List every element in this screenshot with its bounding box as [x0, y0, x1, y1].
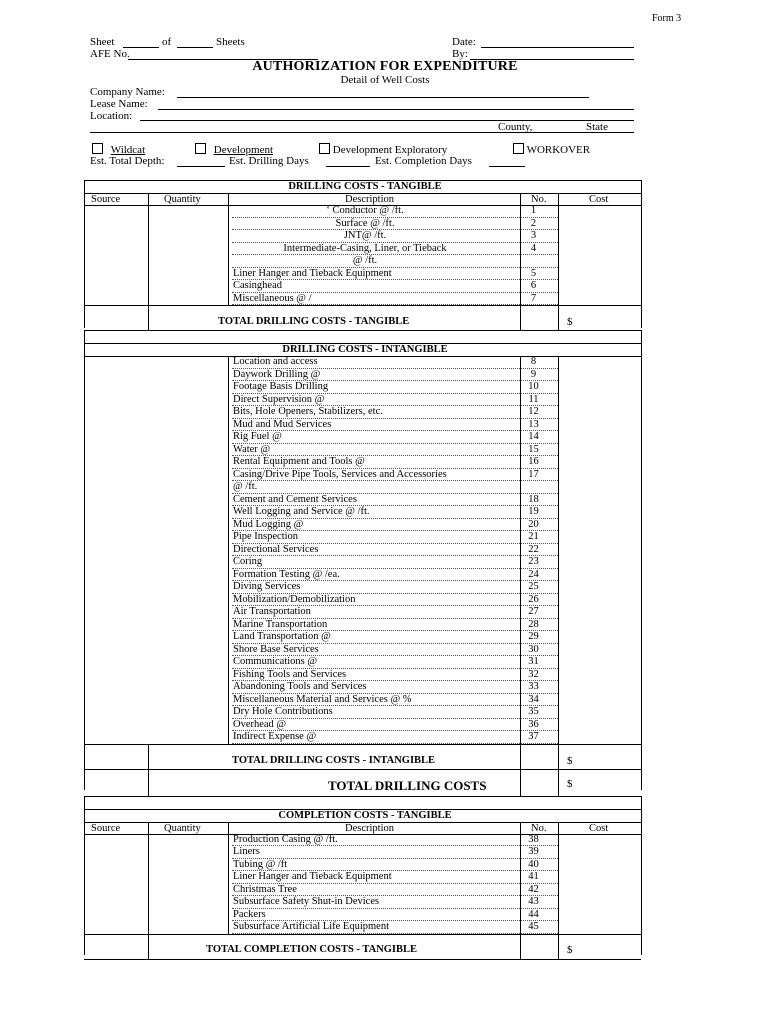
- table-rule: [558, 305, 559, 330]
- row-number: 38: [528, 833, 539, 845]
- table-row[interactable]: [0, 381, 770, 394]
- table-row[interactable]: [0, 293, 770, 306]
- table-row[interactable]: [0, 456, 770, 469]
- row-description: Communications @: [233, 656, 318, 667]
- row-number: 3: [530, 230, 537, 241]
- table-rule: [148, 305, 149, 330]
- table-row[interactable]: [0, 494, 770, 507]
- table-row[interactable]: [0, 631, 770, 644]
- table-row[interactable]: [0, 481, 770, 494]
- table-row[interactable]: [0, 706, 770, 719]
- row-number: 44: [528, 908, 539, 920]
- table-rule: [520, 822, 521, 934]
- row-number: 45: [528, 921, 539, 932]
- table-row[interactable]: [0, 884, 770, 897]
- est-drilling-days-field[interactable]: [326, 166, 370, 167]
- table-row[interactable]: [0, 519, 770, 532]
- lease-label: Lease Name:: [90, 98, 148, 110]
- row-description: Directional Services: [233, 543, 319, 555]
- source-column-header: Source: [91, 194, 121, 205]
- table-row[interactable]: [0, 506, 770, 519]
- row-number: 33: [528, 681, 539, 692]
- table-rule: [148, 822, 149, 934]
- grand-total-label: TOTAL DRILLING COSTS: [328, 777, 487, 793]
- lease-field[interactable]: [158, 109, 634, 110]
- workover-option[interactable]: [513, 143, 590, 156]
- table-row[interactable]: [0, 846, 770, 859]
- table-rule: [558, 193, 559, 305]
- row-number: 23: [528, 556, 539, 567]
- row-description: Bits, Hole Openers, Stabilizers, etc.: [233, 406, 383, 417]
- row-description: Production Casing @ /ft.: [233, 833, 338, 845]
- row-description: Marine Transportation: [233, 618, 328, 630]
- table-row[interactable]: [0, 644, 770, 657]
- row-description: ‘ Conductor @ /ft.: [326, 205, 404, 216]
- location-line-2[interactable]: [90, 132, 634, 133]
- table-rule: [558, 356, 559, 744]
- row-number: 28: [528, 618, 539, 630]
- row-number: 24: [528, 568, 539, 580]
- form-number: Form 3: [652, 13, 682, 24]
- row-number: 25: [528, 581, 539, 592]
- cost-column-header: Cost: [589, 822, 609, 834]
- table-row[interactable]: [0, 356, 770, 369]
- table-row[interactable]: [0, 531, 770, 544]
- row-number: 5: [530, 267, 537, 279]
- row-description: Mud and Mud Services: [233, 418, 332, 430]
- table-row[interactable]: [0, 909, 770, 922]
- row-description: Daywork Drilling @: [233, 368, 321, 380]
- row-description: Rental Equipment and Tools @: [233, 456, 365, 467]
- row-number: 10: [528, 381, 539, 392]
- intangible-total-label: TOTAL DRILLING COSTS - INTANGIBLE: [232, 754, 436, 766]
- row-number: 16: [528, 456, 539, 467]
- row-number: 1: [530, 205, 537, 216]
- row-description: Mud Logging @: [233, 518, 304, 530]
- table-rule: [84, 959, 641, 960]
- table-rule: [558, 934, 559, 959]
- row-description: Overhead @: [233, 718, 287, 730]
- table-row[interactable]: [0, 896, 770, 909]
- description-column-header: Description: [345, 822, 394, 834]
- row-description: Location and access: [233, 356, 318, 367]
- wildcat-checkbox[interactable]: [92, 143, 103, 154]
- company-field[interactable]: [177, 97, 589, 98]
- afe-label: AFE No.: [90, 48, 130, 60]
- row-description: Christmas Tree: [233, 883, 297, 895]
- table-row[interactable]: [0, 694, 770, 707]
- row-description: Subsurface Safety Shut-in Devices: [233, 896, 380, 907]
- table-row[interactable]: [0, 431, 770, 444]
- tangible-total-currency: $: [567, 316, 573, 328]
- page-subtitle: Detail of Well Costs: [340, 74, 430, 86]
- table-rule: [520, 305, 521, 330]
- row-description: Surface @ /ft.: [335, 217, 395, 229]
- row-description: Fishing Tools and Services: [233, 668, 347, 680]
- table-row[interactable]: [0, 255, 770, 268]
- by-label: By:: [452, 48, 468, 60]
- est-drilling-days-label: Est. Drilling Days: [229, 155, 309, 167]
- row-description: @ /ft.: [352, 255, 378, 266]
- table-row[interactable]: [0, 656, 770, 669]
- wildcat-label: Wildcat: [110, 144, 146, 156]
- table-rule: [520, 356, 521, 744]
- row-number: 21: [528, 531, 539, 542]
- table-row[interactable]: [0, 569, 770, 582]
- cost-column-header: Cost: [589, 194, 609, 205]
- table-row[interactable]: [0, 268, 770, 281]
- table-rule: [558, 769, 559, 796]
- row-description: Formation Testing @ /ea.: [233, 568, 340, 580]
- row-number: 6: [530, 280, 537, 291]
- row-number: 36: [528, 718, 539, 730]
- company-label: Company Name:: [90, 86, 165, 98]
- table-rule: [84, 330, 641, 331]
- table-rule: [148, 769, 149, 796]
- intangible-total-currency: $: [567, 754, 573, 767]
- county-label: County,: [498, 121, 533, 133]
- table-rule: [148, 744, 149, 769]
- row-number: 7: [530, 292, 537, 304]
- row-number: 34: [528, 693, 539, 705]
- row-description: Liners: [233, 846, 260, 857]
- row-number: 37: [528, 731, 539, 742]
- table-rule: [520, 934, 521, 959]
- row-number: 35: [528, 706, 539, 717]
- row-description: Rig Fuel @: [233, 431, 282, 442]
- row-number: 26: [528, 593, 539, 605]
- row-number: 41: [528, 871, 539, 882]
- state-label: State: [586, 121, 608, 133]
- row-number: 13: [528, 418, 539, 430]
- table-rule: [558, 744, 559, 769]
- table-row[interactable]: [0, 556, 770, 569]
- sheet-label: Sheet: [90, 36, 115, 48]
- table-rule: [148, 193, 149, 305]
- row-description: Water @: [233, 443, 271, 455]
- est-completion-days-field[interactable]: [489, 166, 525, 167]
- completion-heading: COMPLETION COSTS - TANGIBLE: [278, 809, 452, 821]
- table-row[interactable]: [0, 921, 770, 934]
- row-number: 42: [528, 883, 539, 895]
- date-field[interactable]: [481, 47, 634, 48]
- of-label: of: [162, 36, 172, 48]
- row-description: Casinghead: [233, 280, 282, 291]
- row-description: JNT@ /ft.: [343, 230, 387, 241]
- row-description: Shore Base Services: [233, 643, 319, 655]
- table-row[interactable]: [0, 230, 770, 243]
- row-number: 4: [530, 242, 537, 254]
- page-title: AUTHORIZATION FOR EXPENDITURE: [252, 59, 518, 74]
- table-row[interactable]: [0, 218, 770, 231]
- row-description: Liner Hanger and Tieback Equipment: [233, 871, 392, 882]
- row-number: 22: [528, 543, 539, 555]
- row-number: 29: [528, 631, 539, 642]
- row-description: Diving Services: [233, 581, 301, 592]
- table-row[interactable]: [0, 669, 770, 682]
- location-field[interactable]: [140, 120, 634, 121]
- row-description: Cement and Cement Services: [233, 493, 357, 505]
- table-row[interactable]: [0, 619, 770, 632]
- table-row[interactable]: [0, 859, 770, 872]
- completion-total-currency: $: [567, 943, 573, 956]
- intangible-heading: DRILLING COSTS - INTANGIBLE: [282, 344, 448, 355]
- row-number: 8: [530, 356, 537, 367]
- row-description: Intermediate-Casing, Liner, or Tieback: [283, 242, 447, 254]
- row-description: Pipe Inspection: [233, 531, 299, 542]
- est-depth-label: Est. Total Depth:: [90, 155, 165, 167]
- sheet-total-field[interactable]: [177, 47, 213, 48]
- table-row[interactable]: [0, 581, 770, 594]
- row-number: 19: [528, 506, 539, 517]
- table-row[interactable]: [0, 719, 770, 732]
- row-description: Mobilization/Demobilization: [233, 593, 356, 605]
- table-rule: [520, 193, 521, 305]
- dev-exploratory-label: Development Exploratory: [332, 144, 448, 156]
- table-row[interactable]: [0, 606, 770, 619]
- workover-checkbox[interactable]: [513, 143, 524, 154]
- table-row[interactable]: [0, 406, 770, 419]
- row-description: Direct Supervision @: [233, 393, 325, 405]
- dev-exploratory-checkbox[interactable]: [319, 143, 330, 154]
- table-rule: [558, 822, 559, 934]
- table-rule: [520, 769, 521, 796]
- grand-total-currency: $: [567, 777, 573, 790]
- row-number: 9: [530, 368, 537, 380]
- table-row[interactable]: [0, 544, 770, 557]
- row-description: Liner Hanger and Tieback Equipment: [233, 267, 392, 279]
- row-number: 18: [528, 493, 539, 505]
- row-number: 2: [530, 217, 537, 229]
- table-row[interactable]: [0, 444, 770, 457]
- source-column-header: Source: [91, 822, 121, 834]
- table-rule: [228, 356, 229, 744]
- tangible-total-label: TOTAL DRILLING COSTS - TANGIBLE: [218, 316, 410, 327]
- row-number: 17: [528, 468, 539, 480]
- development-label: Development: [213, 144, 274, 156]
- row-number: 11: [528, 393, 539, 405]
- row-number: 27: [528, 606, 539, 617]
- row-description: Tubing @ /ft: [233, 858, 288, 870]
- table-row[interactable]: [0, 834, 770, 847]
- row-number: 40: [528, 858, 539, 870]
- row-description: Dry Hole Contributions: [233, 706, 333, 717]
- table-row[interactable]: [0, 280, 770, 293]
- row-description: @ /ft.: [233, 481, 258, 492]
- sheets-label: Sheets: [216, 36, 245, 48]
- table-row[interactable]: [0, 594, 770, 607]
- row-description: Miscellaneous @ /: [233, 292, 312, 304]
- row-description: Subsurface Artificial Life Equipment: [233, 921, 389, 932]
- row-description: Indirect Expense @: [233, 731, 317, 742]
- row-number: 15: [528, 443, 539, 455]
- table-rule: [228, 193, 229, 305]
- est-depth-field[interactable]: [177, 166, 225, 167]
- table-rule: [520, 744, 521, 769]
- est-completion-days-label: Est. Completion Days: [375, 155, 472, 167]
- table-rule: [148, 934, 149, 959]
- row-number: 32: [528, 668, 539, 680]
- table-row[interactable]: [0, 469, 770, 482]
- row-number: 14: [528, 431, 539, 442]
- quantity-column-header: Quantity: [164, 822, 201, 834]
- no-column-header: No.: [531, 194, 547, 205]
- row-description: Footage Basis Drilling: [233, 381, 329, 392]
- table-row[interactable]: [0, 731, 770, 744]
- row-description: Coring: [233, 556, 263, 567]
- table-row[interactable]: [0, 205, 770, 218]
- date-label: Date:: [452, 36, 476, 48]
- completion-total-label: TOTAL COMPLETION COSTS - TANGIBLE: [206, 943, 418, 955]
- table-row[interactable]: [0, 871, 770, 884]
- table-rule: [228, 822, 229, 934]
- table-row[interactable]: [0, 394, 770, 407]
- row-description: Land Transportation @: [233, 631, 331, 642]
- row-number: 39: [528, 846, 539, 857]
- row-number: 30: [528, 643, 539, 655]
- no-column-header: No.: [531, 822, 547, 834]
- table-rule: [84, 796, 641, 797]
- tangible-heading: DRILLING COSTS - TANGIBLE: [288, 181, 442, 192]
- row-number: 43: [528, 896, 539, 907]
- table-row[interactable]: [0, 681, 770, 694]
- row-number: 31: [528, 656, 539, 667]
- workover-label: WORKOVER: [526, 144, 591, 156]
- row-number: 20: [528, 518, 539, 530]
- quantity-column-header: Quantity: [164, 194, 201, 205]
- table-row[interactable]: [0, 243, 770, 256]
- row-description: Well Logging and Service @ /ft.: [233, 506, 370, 517]
- row-description: Packers: [233, 908, 266, 920]
- row-description: Abandoning Tools and Services: [233, 681, 367, 692]
- development-checkbox[interactable]: [195, 143, 206, 154]
- row-description: Casing/Drive Pipe Tools, Services and Accessories: [233, 468, 447, 480]
- row-number: 12: [528, 406, 539, 417]
- location-label: Location:: [90, 110, 133, 122]
- row-description: Air Transportation: [233, 606, 311, 617]
- description-column-header: Description: [345, 194, 394, 205]
- table-row[interactable]: [0, 369, 770, 382]
- table-row[interactable]: [0, 419, 770, 432]
- row-description: Miscellaneous Material and Services @ %: [233, 693, 412, 705]
